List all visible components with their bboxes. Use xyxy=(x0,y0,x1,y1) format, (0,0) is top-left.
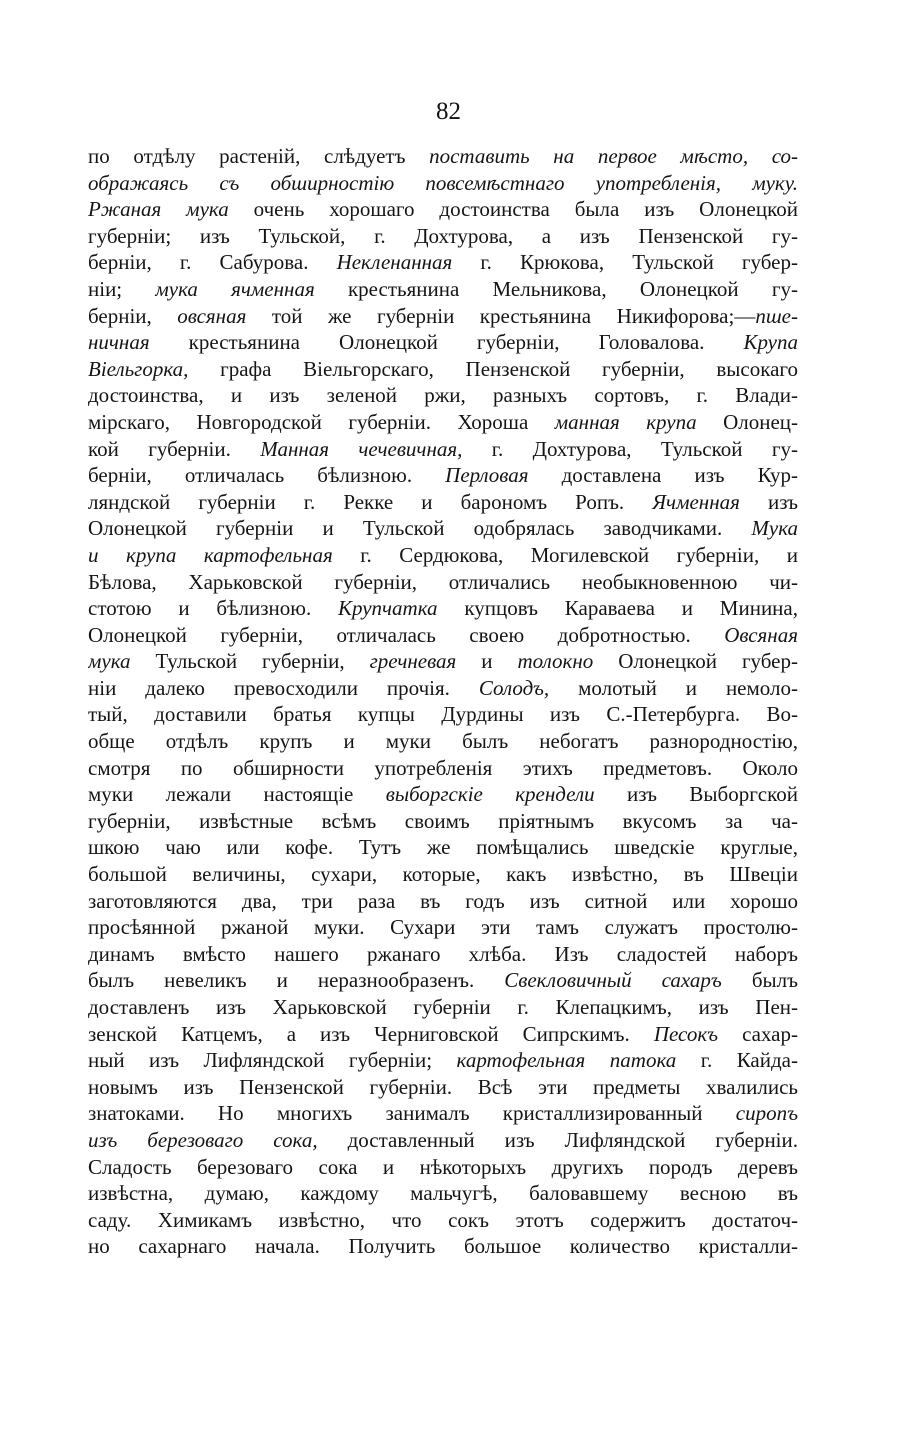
text-span: былъ невеликъ и неразнообразенъ. xyxy=(88,968,505,993)
text-span: тый, доставили братья купцы Дурдины изъ С.-Петербурга. Во- xyxy=(88,702,798,727)
italic-text: пше- xyxy=(755,303,798,328)
text-span: г. Дохтурова, Тульской гу- xyxy=(462,436,798,461)
italic-text: манная крупа xyxy=(554,409,697,434)
text-span: доставленный изъ Лифляндской губерніи. xyxy=(317,1127,798,1152)
italic-text: ничная xyxy=(88,330,150,355)
italic-text: Крупа xyxy=(743,330,798,355)
text-line xyxy=(88,1074,798,1101)
text-span: г. Сердюкова, Могилевской губерніи, и xyxy=(332,542,798,567)
text-span: ляндской губерніи г. Рекке и барономъ Ропъ. xyxy=(88,489,653,514)
body-text xyxy=(88,143,798,1260)
text-line xyxy=(88,701,798,728)
italic-text: Песокъ xyxy=(653,1021,719,1046)
text-line xyxy=(88,515,798,542)
italic-text: Манная чечевичная, xyxy=(260,436,463,461)
text-line xyxy=(88,196,798,223)
text-span: достоинства, и изъ зеленой ржи, разныхъ сортовъ, г. Влади- xyxy=(88,383,798,408)
text-line xyxy=(88,382,798,409)
text-span: и xyxy=(456,649,518,674)
text-line xyxy=(88,462,798,489)
text-line xyxy=(88,1047,798,1074)
text-line xyxy=(88,1207,798,1234)
text-span: крестьянина Олонецкой губерніи, Головалова. xyxy=(149,330,744,355)
text-line xyxy=(88,249,798,276)
text-line xyxy=(88,861,798,888)
text-line xyxy=(88,303,798,330)
text-span: по отдѣлу растеній, слѣдуетъ xyxy=(88,144,430,168)
italic-text: Ржаная мука xyxy=(88,197,229,222)
text-span: кой губерніи. xyxy=(88,436,261,461)
italic-text: гречневая xyxy=(369,649,457,674)
text-span: Олонецкой губер- xyxy=(593,649,798,674)
text-line xyxy=(88,569,798,596)
text-span: ный изъ Лифляндской губерніи; xyxy=(88,1048,457,1073)
italic-text: Некленанная xyxy=(336,250,453,275)
italic-text: выборгскіе крендели xyxy=(385,782,595,807)
text-span: купцовъ Караваева и Минина, xyxy=(437,596,798,621)
italic-text: Солодъ, xyxy=(478,675,550,700)
text-line xyxy=(88,914,798,941)
italic-text: Ячменная xyxy=(652,489,740,514)
text-line xyxy=(88,622,798,649)
italic-text: мука xyxy=(88,649,131,674)
text-span: той же губерніи крестьянина Никифорова;— xyxy=(246,303,756,328)
text-line xyxy=(88,329,798,356)
text-line xyxy=(88,808,798,835)
text-line xyxy=(88,542,798,569)
italic-text: Свекловичный сахаръ xyxy=(504,968,722,993)
text-span: изъ Выборгской xyxy=(594,782,798,807)
text-span: Тульской губерніи, xyxy=(130,649,370,674)
text-line xyxy=(88,1180,798,1207)
text-span: г. Крюкова, Тульской губер- xyxy=(452,250,798,275)
italic-text: картофельная патока xyxy=(456,1048,677,1073)
text-line xyxy=(88,834,798,861)
text-line xyxy=(88,941,798,968)
text-line xyxy=(88,276,798,303)
text-line xyxy=(88,1021,798,1048)
text-line xyxy=(88,675,798,702)
text-span: смотря по обширности употребленія этихъ предметовъ. Около xyxy=(88,755,798,780)
text-span: г. Кайда- xyxy=(676,1048,798,1073)
text-line xyxy=(88,755,798,782)
text-span: крестьянина Мельникова, Олонецкой гу- xyxy=(314,276,798,301)
italic-text: мука ячменная xyxy=(155,276,315,301)
italic-text: сиропъ xyxy=(735,1101,798,1126)
text-span: ніи далеко превосходили прочія. xyxy=(88,675,479,700)
italic-text: поставить на первое мѣсто, со- xyxy=(429,144,798,168)
italic-text: Мука xyxy=(751,516,798,541)
text-line xyxy=(88,967,798,994)
text-span: заготовляются два, три раза въ годъ изъ ситной или хорошо xyxy=(88,888,798,913)
text-line xyxy=(88,728,798,755)
text-span: большой величины, сухари, которые, какъ извѣстно, въ Швеціи xyxy=(88,862,798,887)
text-span: очень хорошаго достоинства была изъ Олонецкой xyxy=(228,197,798,222)
text-line xyxy=(88,143,798,170)
italic-text: и крупа картофельная xyxy=(88,542,333,567)
text-span: берніи, xyxy=(88,303,178,328)
text-span: берніи, отличалась бѣлизною. xyxy=(88,463,446,488)
text-span: Сладость березоваго сока и нѣкоторыхъ другихъ породъ деревъ xyxy=(88,1154,798,1179)
page-number: 82 xyxy=(436,98,461,125)
italic-text: Крупчатка xyxy=(338,596,438,621)
text-span: Олонецкой губерніи, отличалась своею добротностью. xyxy=(88,622,725,647)
italic-text: Віельгорка, xyxy=(88,356,189,381)
text-line xyxy=(88,888,798,915)
text-span: просѣянной ржаной муки. Сухари эти тамъ служатъ простолю- xyxy=(88,915,798,940)
text-span: знатоками. Но многихъ занималъ кристаллизированный xyxy=(88,1101,736,1126)
text-line xyxy=(88,356,798,383)
text-span: стотою и бѣлизною. xyxy=(88,596,339,621)
text-span: саду. Химикамъ извѣстно, что сокъ этотъ содержитъ достаточ- xyxy=(88,1207,798,1232)
italic-text: Овсяная xyxy=(724,622,798,647)
text-span: муки лежали настоящіе xyxy=(88,782,386,807)
italic-text: изъ березоваго сока, xyxy=(88,1127,318,1152)
text-span: графа Віельгорскаго, Пензенской губерніи, высокаго xyxy=(188,356,798,381)
text-span: Олонецкой губерніи и Тульской одобрялась заводчиками. xyxy=(88,516,752,541)
text-span: изъ xyxy=(739,489,798,514)
text-span: губерніи, извѣстные всѣмъ своимъ пріятнымъ вкусомъ за ча- xyxy=(88,808,798,833)
italic-text: овсяная xyxy=(177,303,247,328)
text-span: динамъ вмѣсто нашего ржанаго хлѣба. Изъ сладостей наборъ xyxy=(88,941,798,966)
text-line xyxy=(88,648,798,675)
text-span: былъ xyxy=(721,968,798,993)
italic-text: Перловая xyxy=(445,463,529,488)
text-span: зенской Катцемъ, а изъ Черниговской Сипрскимъ. xyxy=(88,1021,654,1046)
text-span: ніи; xyxy=(88,276,156,301)
text-span: сахар- xyxy=(718,1021,798,1046)
italic-text: ображаясь съ обширностію повсемѣстнаго употребленія, муку. xyxy=(88,170,798,195)
text-line xyxy=(88,595,798,622)
text-span: но сахарнаго начала. Получить большое количество кристалли- xyxy=(88,1234,798,1259)
text-span: новымъ изъ Пензенской губерніи. Всѣ эти предметы хвалились xyxy=(88,1074,798,1099)
text-span: обще отдѣлъ крупъ и муки былъ небогатъ разнородностію, xyxy=(88,729,798,754)
text-span: доставлена изъ Кур- xyxy=(528,463,798,488)
text-line xyxy=(88,223,798,250)
text-span: молотый и немоло- xyxy=(549,675,798,700)
text-line xyxy=(88,409,798,436)
text-line xyxy=(88,781,798,808)
text-line xyxy=(88,1127,798,1154)
text-span: извѣстна, думаю, каждому мальчугѣ, баловавшему весною въ xyxy=(88,1181,798,1206)
text-line xyxy=(88,1100,798,1127)
text-span: берніи, г. Сабурова. xyxy=(88,250,337,275)
text-line xyxy=(88,436,798,463)
text-span: доставленъ изъ Харьковской губерніи г. Клепацкимъ, изъ Пен- xyxy=(88,995,798,1019)
text-span: шкою чаю или кофе. Тутъ же помѣщались шведскіе круглые, xyxy=(88,835,798,860)
text-span: Олонец- xyxy=(696,409,798,434)
italic-text: толокно xyxy=(517,649,594,674)
text-span: Бѣлова, Харьковской губерніи, отличались необыкновенною чи- xyxy=(88,569,798,594)
text-span: мірскаго, Новгородской губерніи. Хороша xyxy=(88,409,555,434)
text-line xyxy=(88,994,798,1021)
text-line xyxy=(88,489,798,516)
text-line xyxy=(88,1233,798,1260)
text-line xyxy=(88,170,798,197)
text-span: губерніи; изъ Тульской, г. Дохтурова, а изъ Пензенской гу- xyxy=(88,223,798,248)
text-line xyxy=(88,1154,798,1181)
